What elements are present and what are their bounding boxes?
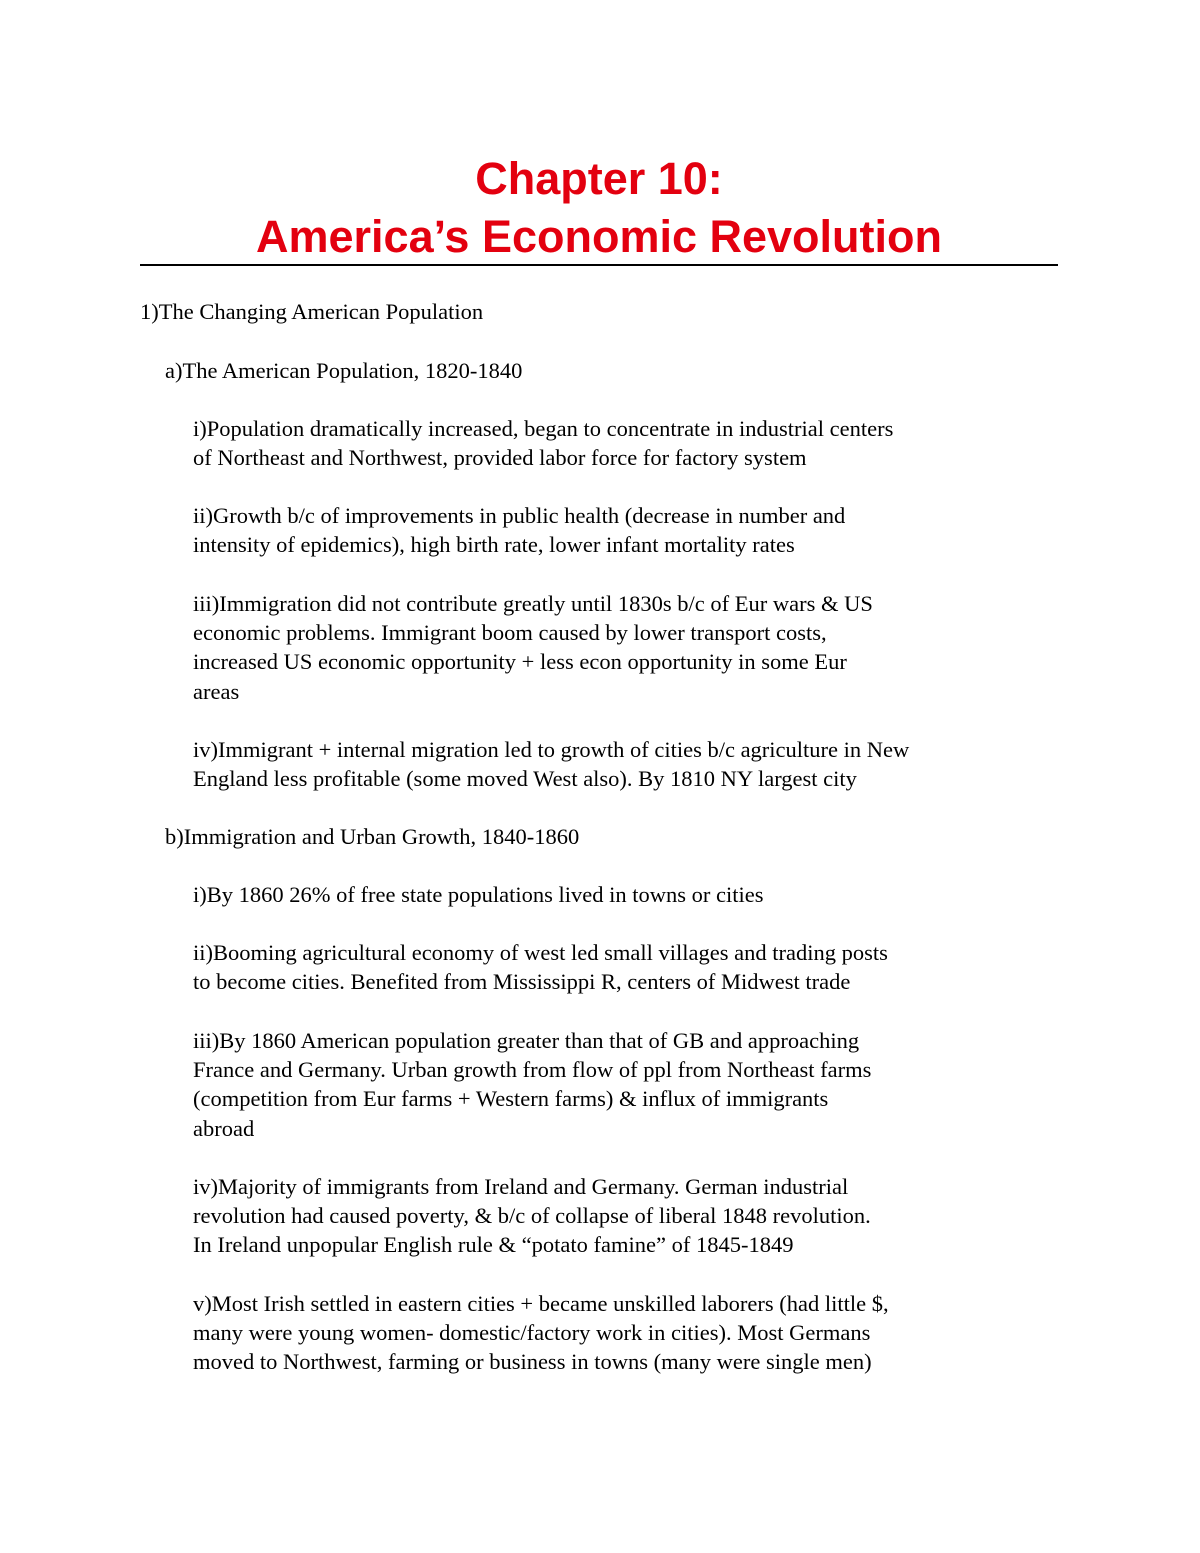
- list-item-line: intensity of epidemics), high birth rate, lower infant mortality rates: [193, 532, 795, 558]
- list-item: [193, 501, 845, 559]
- list-item: [193, 880, 764, 909]
- list-item: [193, 938, 888, 996]
- subsection-number: a): [165, 358, 183, 383]
- list-item-line: moved to Northwest, farming or business in towns (many were single men): [193, 1349, 872, 1375]
- list-item-line: iv)Immigrant + internal migration led to growth of cities b/c agriculture in New: [193, 737, 910, 762]
- subsection-heading-text: The American Population, 1820-1840: [182, 358, 523, 383]
- chapter-title-line-2: America’s Economic Revolution: [255, 211, 942, 262]
- list-item-line: abroad: [193, 1115, 255, 1141]
- list-item-line: In Ireland unpopular English rule & “potato famine” of 1845-1849: [193, 1232, 794, 1258]
- subsection-number: b): [165, 824, 184, 849]
- section-heading-text: The Changing American Population: [158, 299, 484, 324]
- list-item: [193, 1289, 889, 1377]
- list-item-line: revolution had caused poverty, & b/c of collapse of liberal 1848 revolution.: [193, 1203, 871, 1229]
- list-item-line: to become cities. Benefited from Mississippi R, centers of Midwest trade: [193, 969, 851, 995]
- list-item-number: iii): [193, 1028, 220, 1053]
- list-item: [193, 414, 893, 472]
- list-item-number: iv): [193, 737, 218, 762]
- list-item: [193, 735, 909, 793]
- list-item-line: i)By 1860 26% of free state populations lived in towns or cities: [193, 882, 764, 907]
- section-number: 1): [140, 299, 159, 324]
- list-item-line: ii)Growth b/c of improvements in public health (decrease in number and: [193, 503, 846, 528]
- list-item-line: iv)Majority of immigrants from Ireland and Germany. German industrial: [193, 1174, 849, 1199]
- list-item-number: i): [193, 882, 207, 907]
- title-underline-rule: [140, 264, 1058, 266]
- list-item-line: v)Most Irish settled in eastern cities + became unskilled laborers (had little $,: [193, 1291, 889, 1316]
- list-item-line: iii)Immigration did not contribute greatly until 1830s b/c of Eur wars & US: [193, 591, 873, 616]
- list-item-number: ii): [193, 503, 213, 528]
- list-item: [193, 1172, 871, 1260]
- list-item-number: iv): [193, 1174, 218, 1199]
- list-item-line: England less profitable (some moved West also). By 1810 NY largest city: [193, 766, 857, 792]
- chapter-title: [140, 150, 1058, 266]
- section-heading: [140, 297, 483, 326]
- list-item-line: increased US economic opportunity + less econ opportunity in some Eur: [193, 649, 847, 675]
- list-item-line: France and Germany. Urban growth from flow of ppl from Northeast farms: [193, 1057, 872, 1083]
- list-item-number: ii): [193, 940, 213, 965]
- list-item-line: economic problems. Immigrant boom caused by lower transport costs,: [193, 620, 827, 646]
- list-item-line: (competition from Eur farms + Western farms) & influx of immigrants: [193, 1086, 829, 1112]
- chapter-title-line-1: Chapter 10:: [475, 153, 723, 204]
- subsection-heading-a: [165, 356, 522, 385]
- list-item-line: ii)Booming agricultural economy of west led small villages and trading posts: [193, 940, 888, 965]
- list-item-line: i)Population dramatically increased, began to concentrate in industrial centers: [193, 416, 894, 441]
- list-item-line: of Northeast and Northwest, provided labor force for factory system: [193, 445, 807, 471]
- list-item-line: iii)By 1860 American population greater than that of GB and approaching: [193, 1028, 860, 1053]
- list-item: [193, 589, 873, 706]
- subsection-heading-b: [165, 822, 579, 851]
- list-item-number: iii): [193, 591, 220, 616]
- list-item-number: i): [193, 416, 207, 441]
- list-item: [193, 1026, 871, 1143]
- list-item-line: many were young women- domestic/factory work in cities). Most Germans: [193, 1320, 871, 1346]
- subsection-heading-text: Immigration and Urban Growth, 1840-1860: [183, 824, 580, 849]
- list-item-line: areas: [193, 678, 240, 704]
- list-item-number: v): [193, 1291, 212, 1316]
